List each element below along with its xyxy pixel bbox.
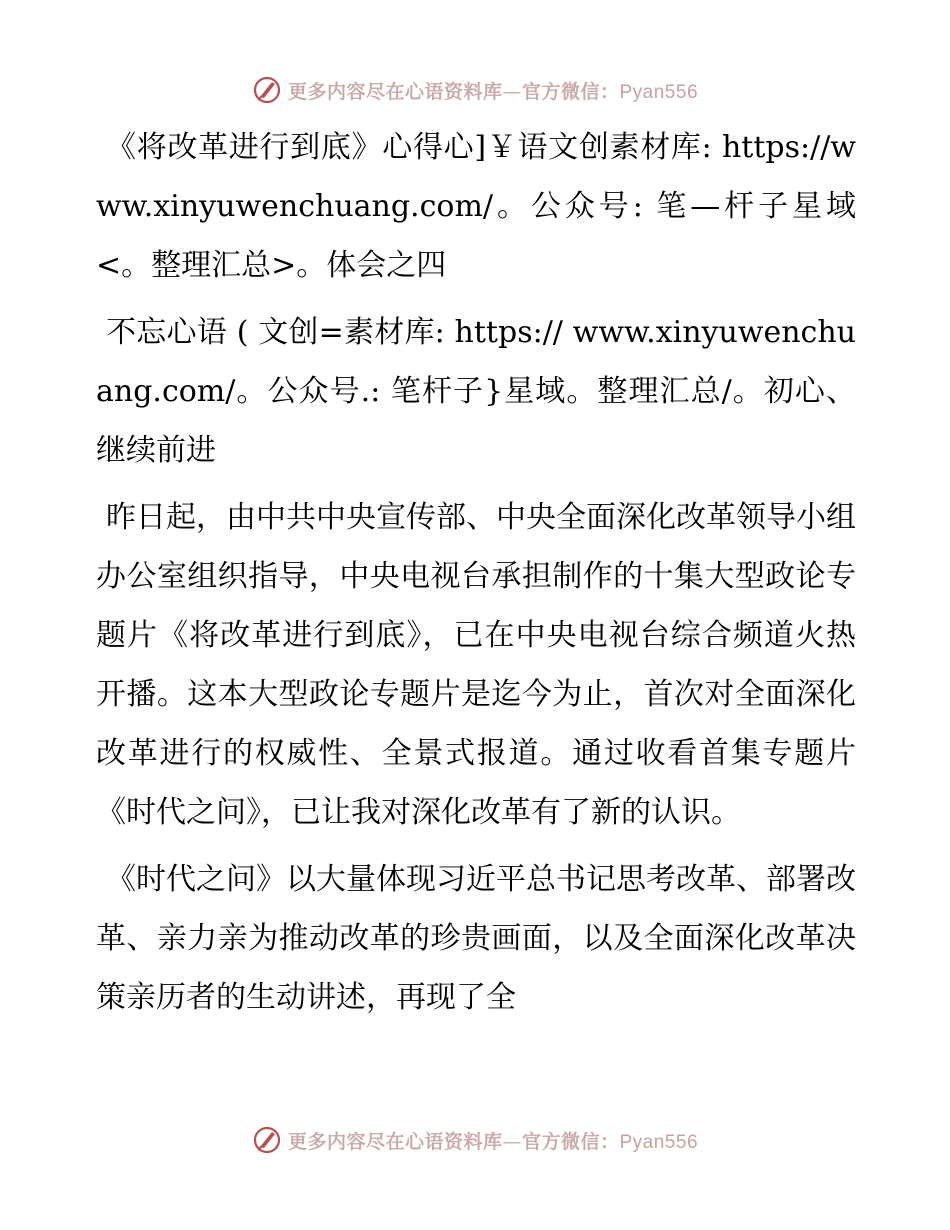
quill-logo-icon [252, 1125, 282, 1155]
footer-banner-id: Pyan556 [619, 1131, 699, 1153]
header-banner-text [288, 77, 698, 104]
footer-banner-dash: — [502, 1130, 522, 1153]
header-banner-main: 更多内容尽在心语资料库 [287, 80, 503, 103]
footer-banner [0, 1122, 950, 1158]
paragraph-3: 昨日起，由中共中央宣传部、中央全面深化改革领导小组办公室组织指导，中央电视台承担制作的十集大型政论专题片《将改革进行到底》，已在中央电视台综合频道火热开播。这本大型政论专题片是迄今为止，首次对全面深化改革进行的权威性、全景式报道。通过收看首集专题片《时代之问》，已让我对深化改革有了新的认识。 [96, 500, 856, 830]
header-banner-label: 官方微信： [521, 80, 620, 103]
footer-banner-text [288, 1127, 698, 1154]
header-banner [0, 72, 950, 108]
header-banner-id: Pyan556 [619, 81, 699, 103]
footer-banner-label: 官方微信： [521, 1130, 620, 1153]
paragraph-4: 《时代之问》以大量体现习近平总书记思考改革、部署改革、亲力亲为推动改革的珍贵画面，以及全面深化改革决策亲历者的生动讲述，再现了全 [96, 862, 856, 1015]
footer-banner-main: 更多内容尽在心语资料库 [287, 1130, 503, 1153]
quill-logo-icon [252, 75, 282, 105]
document-body [96, 118, 856, 1035]
paragraph-1: 《将改革进行到底》心得心]￥语文创素材库: https://www.xinyuwenchuang.com/。公众号: 笔—杆子星域<。整理汇总>。体会之四 [96, 130, 856, 283]
header-banner-dash: — [502, 80, 522, 103]
paragraph-2: 不忘心语 ( 文创=素材库: https:// www.xinyuwenchuang.com/。公众号.: 笔杆子}星域。整理汇总/。初心、继续前进 [96, 315, 856, 468]
